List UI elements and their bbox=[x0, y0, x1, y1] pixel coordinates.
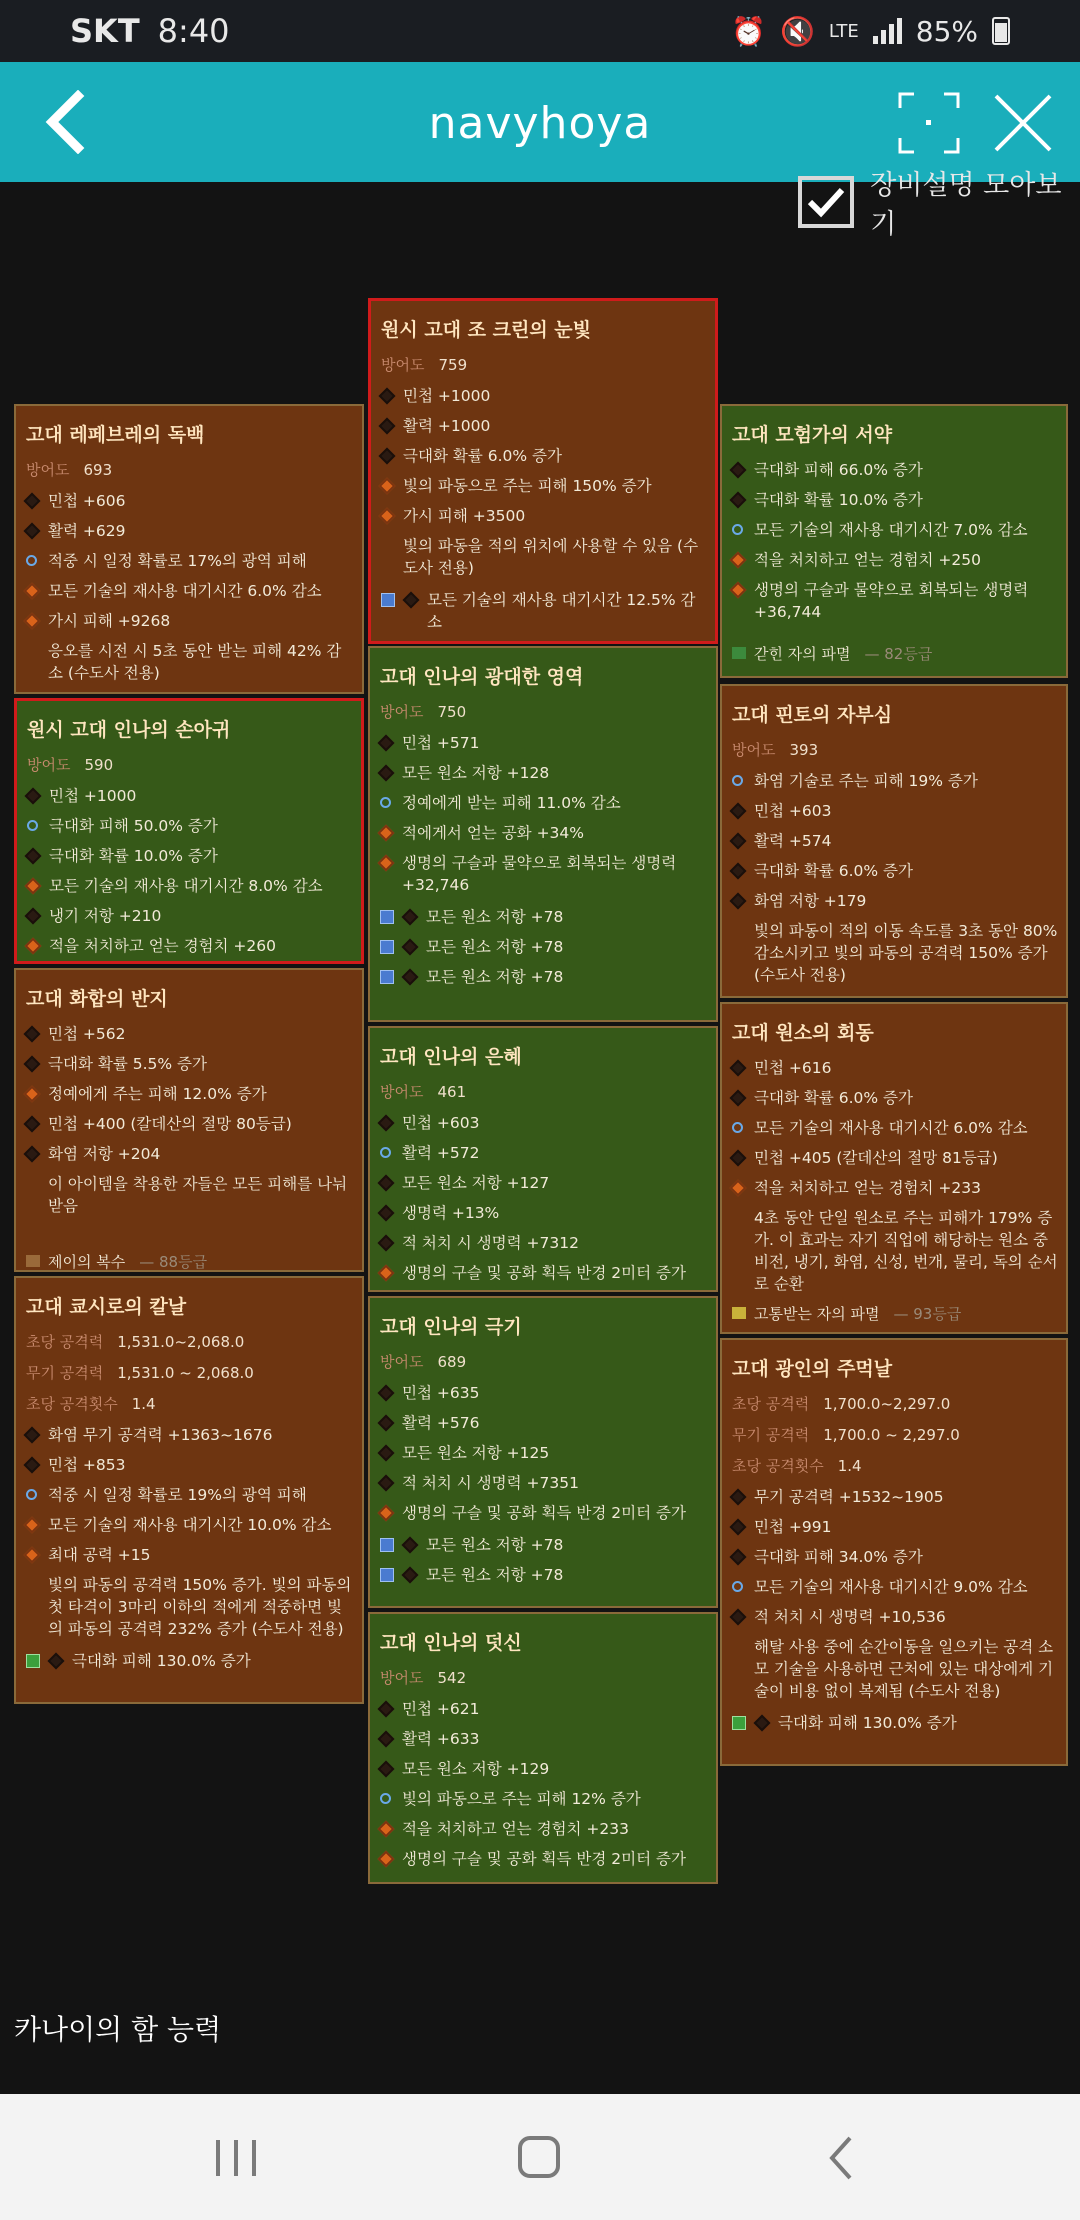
affix: 활력 +629 bbox=[24, 520, 354, 542]
affix: 화염 저항 +204 bbox=[24, 1143, 354, 1165]
affix: 모든 원소 저항 +129 bbox=[378, 1758, 708, 1780]
page-title: navyhoya bbox=[428, 98, 652, 149]
affix: 민첩 +853 bbox=[24, 1454, 354, 1476]
affix: 활력 +574 bbox=[730, 830, 1058, 852]
item-card-shoulders[interactable] bbox=[14, 404, 364, 694]
affix: 민첩 +621 bbox=[378, 1698, 708, 1720]
secondary-affix-icon bbox=[24, 1086, 41, 1103]
primary-affix-icon bbox=[379, 418, 396, 435]
affix: 가시 피해 +9268 bbox=[24, 610, 354, 632]
item-card-boots[interactable] bbox=[368, 1612, 718, 1884]
item-card-helm[interactable] bbox=[368, 298, 718, 644]
affix: 무기 공격력 +1532~1905 bbox=[730, 1486, 1058, 1508]
affix: 모든 기술의 재사용 대기시간 7.0% 감소 bbox=[730, 519, 1058, 541]
armor-stat: 방어도 590 bbox=[27, 756, 114, 774]
affix: 극대화 확률 6.0% 증가 bbox=[730, 1087, 1058, 1109]
section-title: 카나이의 함 능력 bbox=[14, 2013, 222, 2046]
secondary-affix-icon bbox=[378, 825, 395, 842]
nav-back-icon[interactable] bbox=[812, 2130, 872, 2186]
secondary-affix-icon bbox=[25, 938, 42, 955]
affix: 적중 시 일정 확률로 17%의 광역 피해 bbox=[24, 550, 354, 572]
diamond-gem-icon bbox=[380, 1538, 394, 1552]
secondary-affix-icon bbox=[24, 1547, 41, 1564]
affix: 민첩 +1000 bbox=[379, 385, 707, 407]
item-name: 고대 레페브레의 독백 bbox=[26, 424, 205, 446]
affix: 화염 기술로 주는 피해 19% 증가 bbox=[730, 770, 1058, 792]
legendary-gem-row: 제이의 복수 — 88등급 bbox=[24, 1251, 354, 1272]
secondary-affix-icon bbox=[378, 1821, 395, 1838]
secondary-affix-icon bbox=[378, 1851, 395, 1868]
item-card-weapon-offhand[interactable] bbox=[14, 1276, 364, 1704]
secondary-affix-icon bbox=[24, 613, 41, 630]
affix: 민첩 +603 bbox=[730, 800, 1058, 822]
item-card-ring[interactable] bbox=[14, 968, 364, 1272]
affix: 민첩 +616 bbox=[730, 1057, 1058, 1079]
armor-stat: 방어도 393 bbox=[732, 741, 819, 759]
weapon-stat: 초당 공격력 1,531.0~2,068.0 bbox=[26, 1333, 245, 1351]
socket-icon bbox=[402, 1567, 419, 1584]
check-icon bbox=[806, 184, 846, 220]
affix: 극대화 확률 6.0% 증가 bbox=[730, 860, 1058, 882]
affix: 최대 공력 +15 bbox=[24, 1544, 354, 1566]
secondary-affix-icon bbox=[25, 878, 42, 895]
home-icon[interactable] bbox=[508, 2130, 568, 2186]
affix: 적을 처치하고 얻는 경험치 +260 bbox=[25, 935, 353, 957]
secondary-affix-icon bbox=[24, 583, 41, 600]
clock: 8:40 bbox=[157, 12, 230, 50]
affix: 모든 기술의 재사용 대기시간 10.0% 감소 bbox=[24, 1514, 354, 1536]
armor-stat: 방어도 689 bbox=[380, 1353, 467, 1371]
secondary-affix-icon bbox=[730, 582, 747, 599]
socket-row: 극대화 피해 130.0% 증가 bbox=[730, 1712, 1058, 1734]
secondary-affix-icon bbox=[380, 1147, 391, 1158]
primary-affix-icon bbox=[730, 1090, 747, 1107]
secondary-affix-icon bbox=[24, 1517, 41, 1534]
affix: 적 처치 시 생명력 +7312 bbox=[378, 1232, 708, 1254]
affix: 모든 원소 저항 +127 bbox=[378, 1172, 708, 1194]
affix: 적에게서 얻는 공화 +34% bbox=[378, 822, 708, 844]
primary-affix-icon bbox=[730, 1549, 747, 1566]
weapon-stat: 초당 공격횟수 1.4 bbox=[732, 1457, 862, 1475]
primary-affix-icon bbox=[378, 1115, 395, 1132]
socket-icon bbox=[402, 909, 419, 926]
affix: 정예에게 주는 피해 12.0% 증가 bbox=[24, 1083, 354, 1105]
fullscreen-icon[interactable] bbox=[898, 92, 960, 154]
affix: 극대화 확률 10.0% 증가 bbox=[730, 489, 1058, 511]
affix: 모든 기술의 재사용 대기시간 9.0% 감소 bbox=[730, 1576, 1058, 1598]
primary-affix-icon bbox=[378, 1475, 395, 1492]
primary-affix-icon bbox=[24, 1026, 41, 1043]
affix: 민첩 +603 bbox=[378, 1112, 708, 1134]
armor-stat: 방어도 461 bbox=[380, 1083, 467, 1101]
primary-affix-icon bbox=[379, 388, 396, 405]
affix: 활력 +576 bbox=[378, 1412, 708, 1434]
secondary-affix-icon bbox=[378, 855, 395, 872]
primary-affix-icon bbox=[25, 848, 42, 865]
armor-stat: 방어도 750 bbox=[380, 703, 467, 721]
primary-affix-icon bbox=[24, 1427, 41, 1444]
socket-row: 모든 원소 저항 +78 bbox=[378, 936, 708, 958]
affix: 민첩 +562 bbox=[24, 1023, 354, 1045]
affix: 생명의 구슬과 물약으로 회복되는 생명력 +32,746 bbox=[378, 852, 708, 896]
primary-affix-icon bbox=[378, 1385, 395, 1402]
primary-affix-icon bbox=[25, 788, 42, 805]
affix: 정예에게 받는 피해 11.0% 감소 bbox=[378, 792, 708, 814]
affix: 민첩 +606 bbox=[24, 490, 354, 512]
primary-affix-icon bbox=[24, 523, 41, 540]
primary-affix-icon bbox=[378, 1415, 395, 1432]
affix: 생명의 구슬 및 공화 획득 반경 2미터 증가 bbox=[378, 1848, 708, 1870]
affix: 극대화 확률 10.0% 증가 bbox=[25, 845, 353, 867]
secondary-affix-icon bbox=[26, 1489, 37, 1500]
primary-affix-icon bbox=[730, 492, 747, 509]
socket-icon bbox=[754, 1715, 771, 1732]
primary-affix-icon bbox=[378, 1731, 395, 1748]
recents-icon[interactable] bbox=[206, 2130, 266, 2186]
affix: 적을 처치하고 얻는 경험치 +233 bbox=[730, 1177, 1058, 1199]
affix: 적 처치 시 생명력 +10,536 bbox=[730, 1606, 1058, 1628]
affix: 화염 저항 +179 bbox=[730, 890, 1058, 912]
socket-icon bbox=[402, 939, 419, 956]
affix: 모든 기술의 재사용 대기시간 6.0% 감소 bbox=[24, 580, 354, 602]
gem-icon bbox=[732, 1307, 746, 1319]
primary-affix-icon bbox=[378, 735, 395, 752]
affix: 적을 처치하고 얻는 경험치 +233 bbox=[378, 1818, 708, 1840]
primary-affix-icon bbox=[24, 493, 41, 510]
affix: 극대화 피해 34.0% 증가 bbox=[730, 1546, 1058, 1568]
affix: 극대화 확률 6.0% 증가 bbox=[379, 445, 707, 467]
armor-stat: 방어도 693 bbox=[26, 461, 113, 479]
affix: 극대화 확률 5.5% 증가 bbox=[24, 1053, 354, 1075]
legendary-gem-row: 갇힌 자의 파멸 — 82등급 bbox=[730, 643, 1058, 664]
affix: 적 처치 시 생명력 +7351 bbox=[378, 1472, 708, 1494]
affix: 화염 무기 공격력 +1363~1676 bbox=[24, 1424, 354, 1446]
affix: 민첩 +991 bbox=[730, 1516, 1058, 1538]
alarm-icon: ⏰ bbox=[731, 14, 766, 48]
socket-row: 극대화 피해 130.0% 증가 bbox=[24, 1650, 354, 1672]
primary-affix-icon bbox=[730, 1060, 747, 1077]
affix: 생명의 구슬 및 공화 획득 반경 2미터 증가 bbox=[378, 1502, 708, 1524]
carrier: SKT bbox=[70, 12, 140, 50]
affix: 활력 +1000 bbox=[379, 415, 707, 437]
primary-affix-icon bbox=[378, 1701, 395, 1718]
affix: 가시 피해 +3500 bbox=[379, 505, 707, 527]
item-name: 고대 인나의 광대한 영역 bbox=[380, 666, 584, 688]
secondary-affix-icon bbox=[380, 797, 391, 808]
affix: 활력 +633 bbox=[378, 1728, 708, 1750]
primary-affix-icon bbox=[378, 1445, 395, 1462]
legendary-gem-row: 고통받는 자의 파멸 — 93등급 bbox=[730, 1303, 1058, 1324]
item-card-chest[interactable] bbox=[368, 646, 718, 1022]
socket-row: 모든 기술의 재사용 대기시간 12.5% 감소 bbox=[379, 589, 707, 633]
socket-icon bbox=[402, 1537, 419, 1554]
affix: 적중 시 일정 확률로 19%의 광역 피해 bbox=[24, 1484, 354, 1506]
socket-row: 모든 원소 저항 +78 bbox=[378, 1564, 708, 1586]
affix: 모든 기술의 재사용 대기시간 6.0% 감소 bbox=[730, 1117, 1058, 1139]
socket-row: 모든 원소 저항 +78 bbox=[378, 906, 708, 928]
primary-affix-icon bbox=[730, 863, 747, 880]
primary-affix-icon bbox=[730, 833, 747, 850]
primary-affix-icon bbox=[379, 448, 396, 465]
item-name: 원시 고대 인나의 손아귀 bbox=[27, 719, 231, 741]
affix: 민첩 +1000 bbox=[25, 785, 353, 807]
gem-icon bbox=[26, 1255, 40, 1267]
affix: 민첩 +405 (칼데산의 절망 81등급) bbox=[730, 1147, 1058, 1169]
affix: 민첩 +635 bbox=[378, 1382, 708, 1404]
item-name: 고대 화합의 반지 bbox=[26, 988, 168, 1010]
primary-affix-icon bbox=[730, 893, 747, 910]
item-name: 고대 쿄시로의 칼날 bbox=[26, 1296, 187, 1318]
item-name: 원시 고대 조 크린의 눈빛 bbox=[381, 319, 591, 341]
diamond-gem-icon bbox=[381, 593, 395, 607]
network-type: LTE bbox=[828, 20, 859, 42]
secondary-affix-icon bbox=[730, 1180, 747, 1197]
primary-affix-icon bbox=[24, 1116, 41, 1133]
affix: 극대화 피해 66.0% 증가 bbox=[730, 459, 1058, 481]
checkbox[interactable] bbox=[798, 176, 854, 228]
status-bar bbox=[0, 0, 1080, 62]
legendary-power: 빛의 파동이 적의 이동 속도를 3초 동안 80% 감소시키고 빛의 파동의 공격력 150% 증가 (수도사 전용) bbox=[754, 922, 1058, 984]
signal-icon bbox=[873, 18, 902, 44]
affix: 빛의 파동으로 주는 피해 150% 증가 bbox=[379, 475, 707, 497]
secondary-affix-icon bbox=[379, 508, 396, 525]
item-card-bracers[interactable] bbox=[720, 684, 1068, 998]
legendary-power: 빛의 파동을 적의 위치에 사용할 수 있음 (수도사 전용) bbox=[403, 537, 699, 577]
armor-stat: 방어도 759 bbox=[381, 356, 468, 374]
item-name: 고대 핀토의 자부심 bbox=[732, 704, 893, 726]
close-icon[interactable] bbox=[992, 92, 1054, 154]
socket-icon bbox=[48, 1653, 65, 1670]
primary-affix-icon bbox=[730, 1519, 747, 1536]
socket-icon bbox=[403, 592, 420, 609]
affix: 모든 기술의 재사용 대기시간 8.0% 감소 bbox=[25, 875, 353, 897]
diamond-gem-icon bbox=[380, 910, 394, 924]
legendary-power: 빛의 파동의 공격력 150% 증가. 빛의 파동의 첫 타격이 3마리 이하의 적에게 적중하면 빛의 파동의 공격력 232% 증가 (수도사 전용) bbox=[48, 1576, 352, 1638]
item-name: 고대 인나의 극기 bbox=[380, 1316, 522, 1338]
primary-affix-icon bbox=[730, 1609, 747, 1626]
affix: 민첩 +400 (칼데산의 절망 80등급) bbox=[24, 1113, 354, 1135]
secondary-affix-icon bbox=[26, 555, 37, 566]
primary-affix-icon bbox=[730, 1489, 747, 1506]
secondary-affix-icon bbox=[732, 1581, 743, 1592]
emerald-gem-icon bbox=[732, 1716, 746, 1730]
item-name: 고대 인나의 덧신 bbox=[380, 1632, 522, 1654]
socket-row: 모든 원소 저항 +78 bbox=[378, 966, 708, 988]
secondary-affix-icon bbox=[732, 524, 743, 535]
primary-affix-icon bbox=[24, 1146, 41, 1163]
item-card-pants[interactable] bbox=[368, 1296, 718, 1608]
item-card-weapon-main[interactable] bbox=[720, 1338, 1068, 1766]
primary-affix-icon bbox=[730, 462, 747, 479]
legendary-power: 해탈 사용 중에 순간이동을 일으키는 공격 소모 기술을 사용하면 근처에 있는 대상에게 기술이 비용 없이 복제됨 (수도사 전용) bbox=[754, 1638, 1054, 1700]
secondary-affix-icon bbox=[27, 820, 38, 831]
secondary-affix-icon bbox=[730, 552, 747, 569]
secondary-affix-icon bbox=[732, 1122, 743, 1133]
battery-icon bbox=[992, 17, 1010, 45]
affix: 냉기 저항 +210 bbox=[25, 905, 353, 927]
affix: 민첩 +571 bbox=[378, 732, 708, 754]
primary-affix-icon bbox=[378, 765, 395, 782]
legendary-power: 응오를 시전 시 5초 동안 받는 피해 42% 감소 (수도사 전용) bbox=[48, 642, 342, 682]
mute-icon: 🔇 bbox=[779, 14, 815, 48]
item-name: 고대 모험가의 서약 bbox=[732, 424, 893, 446]
primary-affix-icon bbox=[378, 1235, 395, 1252]
affix: 모든 원소 저항 +125 bbox=[378, 1442, 708, 1464]
item-card-gloves[interactable] bbox=[14, 698, 364, 964]
compare-toggle[interactable] bbox=[798, 170, 1080, 240]
item-card-ring2[interactable] bbox=[720, 1002, 1068, 1334]
socket-icon bbox=[402, 969, 419, 986]
primary-affix-icon bbox=[378, 1175, 395, 1192]
weapon-stat: 초당 공격력 1,700.0~2,297.0 bbox=[732, 1395, 951, 1413]
legendary-power: 4초 동안 단일 원소로 주는 피해가 179% 증가. 이 효과는 자기 직업에 해당하는 원소 중 비전, 냉기, 화염, 신성, 번개, 물리, 독의 순서로 순환 bbox=[754, 1209, 1058, 1293]
primary-affix-icon bbox=[730, 803, 747, 820]
weapon-stat: 초당 공격횟수 1.4 bbox=[26, 1395, 156, 1413]
nav-bar bbox=[0, 2094, 1080, 2220]
affix: 생명의 구슬 및 공화 획득 반경 2미터 증가 bbox=[378, 1262, 708, 1284]
diamond-gem-icon bbox=[380, 940, 394, 954]
affix: 적을 처치하고 얻는 경험치 +250 bbox=[730, 549, 1058, 571]
armor-stat: 방어도 542 bbox=[380, 1669, 467, 1687]
weapon-stat: 무기 공격력 1,700.0 ~ 2,297.0 bbox=[732, 1426, 960, 1444]
secondary-affix-icon bbox=[378, 1265, 395, 1282]
affix: 극대화 피해 50.0% 증가 bbox=[25, 815, 353, 837]
weapon-stat: 무기 공격력 1,531.0 ~ 2,068.0 bbox=[26, 1364, 254, 1382]
affix: 빛의 파동으로 주는 피해 12% 증가 bbox=[378, 1788, 708, 1810]
emerald-gem-icon bbox=[26, 1654, 40, 1668]
primary-affix-icon bbox=[730, 1150, 747, 1167]
compare-toggle-label: 장비설명 모아보기 bbox=[870, 170, 1062, 240]
battery-percent: 85% bbox=[915, 14, 978, 48]
affix: 활력 +572 bbox=[378, 1142, 708, 1164]
item-name: 고대 광인의 주먹날 bbox=[732, 1358, 893, 1380]
primary-affix-icon bbox=[24, 1056, 41, 1073]
legendary-power: 이 아이템을 착용한 자들은 모든 피해를 나눠 받음 bbox=[48, 1175, 348, 1215]
secondary-affix-icon bbox=[379, 478, 396, 495]
secondary-affix-icon bbox=[380, 1793, 391, 1804]
primary-affix-icon bbox=[378, 1761, 395, 1778]
primary-affix-icon bbox=[25, 908, 42, 925]
item-card-belt[interactable] bbox=[368, 1026, 718, 1292]
primary-affix-icon bbox=[24, 1457, 41, 1474]
affix: 모든 원소 저항 +128 bbox=[378, 762, 708, 784]
primary-affix-icon bbox=[378, 1205, 395, 1222]
socket-row: 모든 원소 저항 +78 bbox=[378, 1534, 708, 1556]
item-name: 고대 인나의 은혜 bbox=[380, 1046, 522, 1068]
item-card-amulet[interactable] bbox=[720, 404, 1068, 678]
item-name: 고대 원소의 회동 bbox=[732, 1022, 874, 1044]
diamond-gem-icon bbox=[380, 1568, 394, 1582]
secondary-affix-icon bbox=[732, 775, 743, 786]
diamond-gem-icon bbox=[380, 970, 394, 984]
gem-icon bbox=[732, 647, 746, 659]
affix: 생명의 구슬과 물약으로 회복되는 생명력 +36,744 bbox=[730, 579, 1058, 623]
affix: 생명력 +13% bbox=[378, 1202, 708, 1224]
secondary-affix-icon bbox=[378, 1505, 395, 1522]
